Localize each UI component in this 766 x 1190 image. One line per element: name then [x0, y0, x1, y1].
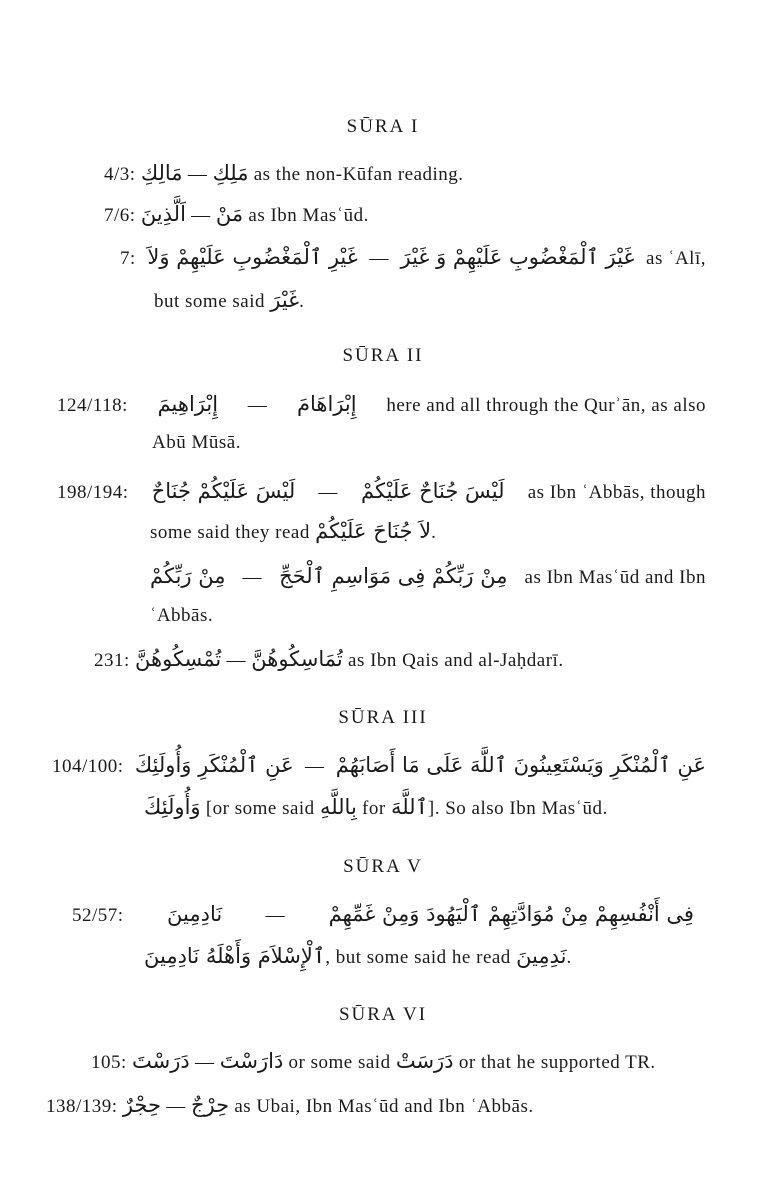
dash: — [318, 482, 338, 503]
sura-6-verse-105 [91, 1048, 656, 1076]
arabic-reading: مَالِكِ [140, 161, 183, 185]
verse-ref: 198/194: [57, 482, 129, 503]
dash: — [304, 756, 325, 777]
note-text: ʿAbbās. [150, 605, 214, 626]
sura-1-verse-7b-cont [154, 287, 304, 315]
note-text: as Ibn Masʿūd. [248, 205, 369, 226]
dash: — [195, 1052, 215, 1073]
arabic-reading: دَرَسْتَ [132, 1049, 190, 1073]
note-text: as Ibn Masʿūd and Ibn [524, 567, 706, 588]
arabic-reading: عَنِ ٱلْمُنْكَرِ وَأُولَئِكَ [134, 753, 294, 777]
verse-ref: 138/139: [46, 1096, 118, 1117]
arabic-variant: ٱلْإِسْلاَمَ وَأَهْلَهُ نَادِمِينَ [144, 944, 326, 968]
arabic-variant: مَنْ [215, 202, 244, 226]
arabic-reading: ٱللَّهَ [390, 795, 428, 819]
arabic-reading: اَلَّذِينَ [140, 202, 186, 226]
note-text: as the non-Kūfan reading. [253, 164, 464, 185]
note-text: some said they read [150, 522, 310, 543]
note-text: as ʿAlī, [646, 248, 706, 269]
sura-5-verse-52-cont [144, 943, 572, 971]
arabic-reading: غَيْرِ ٱلْمَغْضُوبِ عَلَيْهِمْ وَلاَ [147, 245, 358, 269]
sura-2-verse-198 [57, 478, 706, 506]
dash: — [265, 905, 286, 926]
sura-1-verse-7b [120, 244, 706, 272]
arabic-variant: فِى أَنْفُسِهِمْ مِنْ مُوَادَّتِهِمْ ٱلْيَهُودَ وَمِنْ غَمِّهِمْ [328, 902, 694, 926]
sura-3-verse-104 [52, 752, 706, 780]
arabic-variant: إِبْرَاهَامَ [297, 392, 357, 416]
arabic-variant: غَيْرَ ٱلْمَغْضُوبِ عَلَيْهِمْ وَ غَيْرَ [400, 245, 635, 269]
verse-ref: 104/100: [52, 756, 124, 777]
note-text: [or some said [205, 798, 315, 819]
arabic-reading: إِبْرَاهِيمَ [157, 392, 219, 416]
arabic-variant: حِرْجٌ [190, 1093, 230, 1117]
note-text: Abū Mūsā. [152, 432, 241, 453]
arabic-variant: مَلِكِ [212, 161, 249, 185]
period: . [566, 947, 572, 968]
verse-ref: 231: [94, 650, 130, 671]
sura-1-heading: SŪRA I [346, 116, 420, 137]
arabic-variant: دَارَسْتَ [219, 1049, 284, 1073]
note-text: as Ibn Qais and al-Jaḥdarī. [348, 650, 564, 671]
note-text: but some said [154, 291, 265, 312]
note-text: as Ubai, Ibn Masʿūd and Ibn ʿAbbās. [234, 1096, 534, 1117]
sura-2-heading: SŪRA II [342, 345, 424, 366]
sura-5-heading: SŪRA V [343, 856, 423, 877]
arabic-variant: عَنِ ٱلْمُنْكَرِ وَيَسْتَعِينُونَ ٱللَّهَ عَلَى مَا أَصَابَهُمْ [335, 753, 706, 777]
sura-2-verse-198-cont [150, 518, 436, 546]
verse-ref: 7: [120, 248, 136, 269]
note-text: , but some said he read [325, 947, 511, 968]
dash: — [226, 650, 247, 671]
sura-1-verse-7a [104, 201, 369, 229]
sura-3-heading: SŪRA III [338, 707, 428, 728]
note-text: as Ibn ʿAbbās, though [527, 482, 706, 503]
arabic-reading: نَادِمِينَ [167, 902, 223, 926]
dash: — [191, 205, 211, 226]
arabic-reading: تُمْسِكُوهُنَّ [135, 647, 222, 671]
note-text: ]. So also Ibn Masʿūd. [427, 798, 608, 819]
dash: — [242, 567, 263, 588]
verse-ref: 52/57: [72, 905, 124, 926]
sura-5-verse-52 [72, 901, 694, 929]
arabic-reading: حِجْرٌ [122, 1093, 161, 1117]
arabic-variant: وَأُولَئِكَ [144, 795, 201, 819]
arabic-variant: دَرَسَتْ [395, 1049, 454, 1073]
sura-6-verse-138 [46, 1092, 534, 1120]
sura-3-verse-104-cont [144, 794, 608, 822]
note-text: or some said [288, 1052, 391, 1073]
arabic-variant: غَيْرَ [270, 288, 300, 312]
period: . [299, 291, 305, 312]
sura-6-heading: SŪRA VI [338, 1004, 428, 1025]
arabic-reading: مِنْ رَبِّكُمْ [150, 564, 226, 588]
arabic-variant: لاَ جُنَاحَ عَلَيْكُمْ [315, 519, 432, 543]
dash: — [369, 248, 389, 269]
verse-ref: 105: [91, 1052, 127, 1073]
arabic-variant: تُمَاسِكُوهُنَّ [251, 647, 343, 671]
arabic-variant: لَيْسَ جُنَاحٌ عَلَيْكُمْ [361, 479, 505, 503]
note-text: for [362, 798, 386, 819]
dash: — [187, 164, 208, 185]
note-text: here and all through the Qurʾān, as also [386, 395, 706, 416]
verse-ref: 4/3: [104, 164, 136, 185]
dash: — [166, 1096, 186, 1117]
sura-2-verse-124-cont [152, 430, 241, 456]
arabic-reading: لَيْسَ عَلَيْكُمْ جُنَاحٌ [151, 479, 296, 503]
dash: — [247, 395, 268, 416]
sura-2-verse-124 [57, 391, 706, 419]
arabic-variant: بِاللَّهِ [319, 795, 357, 819]
period: . [431, 522, 437, 543]
sura-2-verse-198-alt [150, 563, 706, 591]
arabic-variant: مِنْ رَبِّكُمْ فِى مَوَاسِمِ ٱلْحَجِّ [279, 564, 508, 588]
verse-ref: 7/6: [104, 205, 136, 226]
arabic-variant: نَدِمِينَ [516, 944, 567, 968]
sura-2-verse-198-alt-cont [150, 603, 213, 629]
verse-ref: 124/118: [57, 395, 128, 416]
note-text: or that he supported TR. [458, 1052, 656, 1073]
sura-1-verse-4 [104, 160, 464, 188]
sura-2-verse-231 [94, 646, 564, 674]
